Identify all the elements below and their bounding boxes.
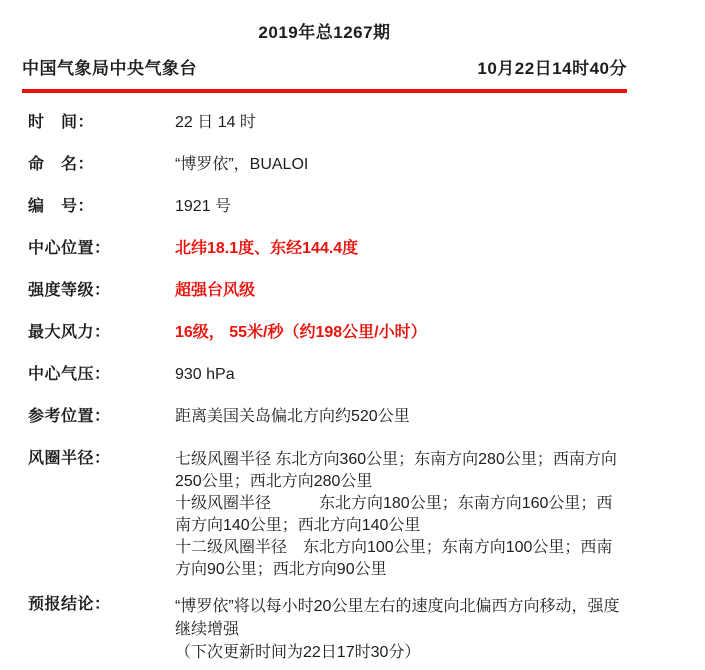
field-label-name: 命 名： xyxy=(28,156,95,173)
field-value-wind-circles xyxy=(175,449,627,581)
wind-circle-line-level12: 十二级风圈半径 东北方向100公里；东南方向100公里；西南方向90公里；西北方向90公里 xyxy=(175,539,613,578)
field-row-wind-circles xyxy=(22,449,627,581)
agency-name: 中国气象局中央气象台 xyxy=(22,59,197,78)
field-row-center-position xyxy=(22,239,627,259)
field-label-center-pressure: 中心气压： xyxy=(28,366,111,383)
field-row-max-wind xyxy=(22,323,627,343)
field-value-forecast-conclusion xyxy=(175,595,627,664)
field-row-name xyxy=(22,155,627,175)
masthead xyxy=(22,58,627,93)
field-label-intensity-grade: 强度等级： xyxy=(28,282,111,299)
field-label-wind-circles: 风圈半径： xyxy=(28,450,111,467)
field-row-center-pressure xyxy=(22,365,627,385)
field-row-time xyxy=(22,113,627,133)
field-value-center-pressure: 930 hPa xyxy=(175,366,235,383)
field-value-number: 1921 号 xyxy=(175,198,232,215)
wind-circle-line-level10: 十级风圈半径 东北方向180公里；东南方向160公里；西南方向140公里；西北方向140公里 xyxy=(175,495,613,534)
field-label-number: 编 号： xyxy=(28,198,95,215)
field-value-time: 22 日 14 时 xyxy=(175,114,256,131)
field-row-forecast-conclusion xyxy=(22,595,627,664)
field-value-reference-position: 距离美国关岛偏北方向约520公里 xyxy=(175,408,410,425)
field-label-time: 时 间： xyxy=(28,114,95,131)
forecast-movement-text: “博罗依”将以每小时20公里左右的速度向北偏西方向移动，强度继续增强 xyxy=(175,598,620,638)
field-label-reference-position: 参考位置： xyxy=(28,408,111,425)
wind-circle-line-level7: 七级风圈半径 东北方向360公里；东南方向280公里；西南方向250公里；西北方向280公里 xyxy=(175,451,617,490)
fields-table xyxy=(22,113,627,664)
field-row-number xyxy=(22,197,627,217)
field-row-reference-position xyxy=(22,407,627,427)
field-label-forecast-conclusion: 预报结论： xyxy=(28,596,111,613)
field-value-intensity-grade: 超强台风级 xyxy=(175,282,256,299)
field-row-intensity-grade xyxy=(22,281,627,301)
next-update-time-text: （下次更新时间为22日17时30分） xyxy=(175,644,421,661)
issue-datetime: 10月22日14时40分 xyxy=(477,59,627,78)
field-value-name: “博罗依”，BUALOI xyxy=(175,156,309,173)
field-label-center-position: 中心位置： xyxy=(28,240,111,257)
field-value-max-wind: 16级， 55米/秒（约198公里/小时） xyxy=(175,324,427,341)
field-value-center-position: 北纬18.1度、东经144.4度 xyxy=(175,240,359,257)
issue-title: 2019年总1267期 xyxy=(258,23,391,42)
field-label-max-wind: 最大风力： xyxy=(28,324,111,341)
